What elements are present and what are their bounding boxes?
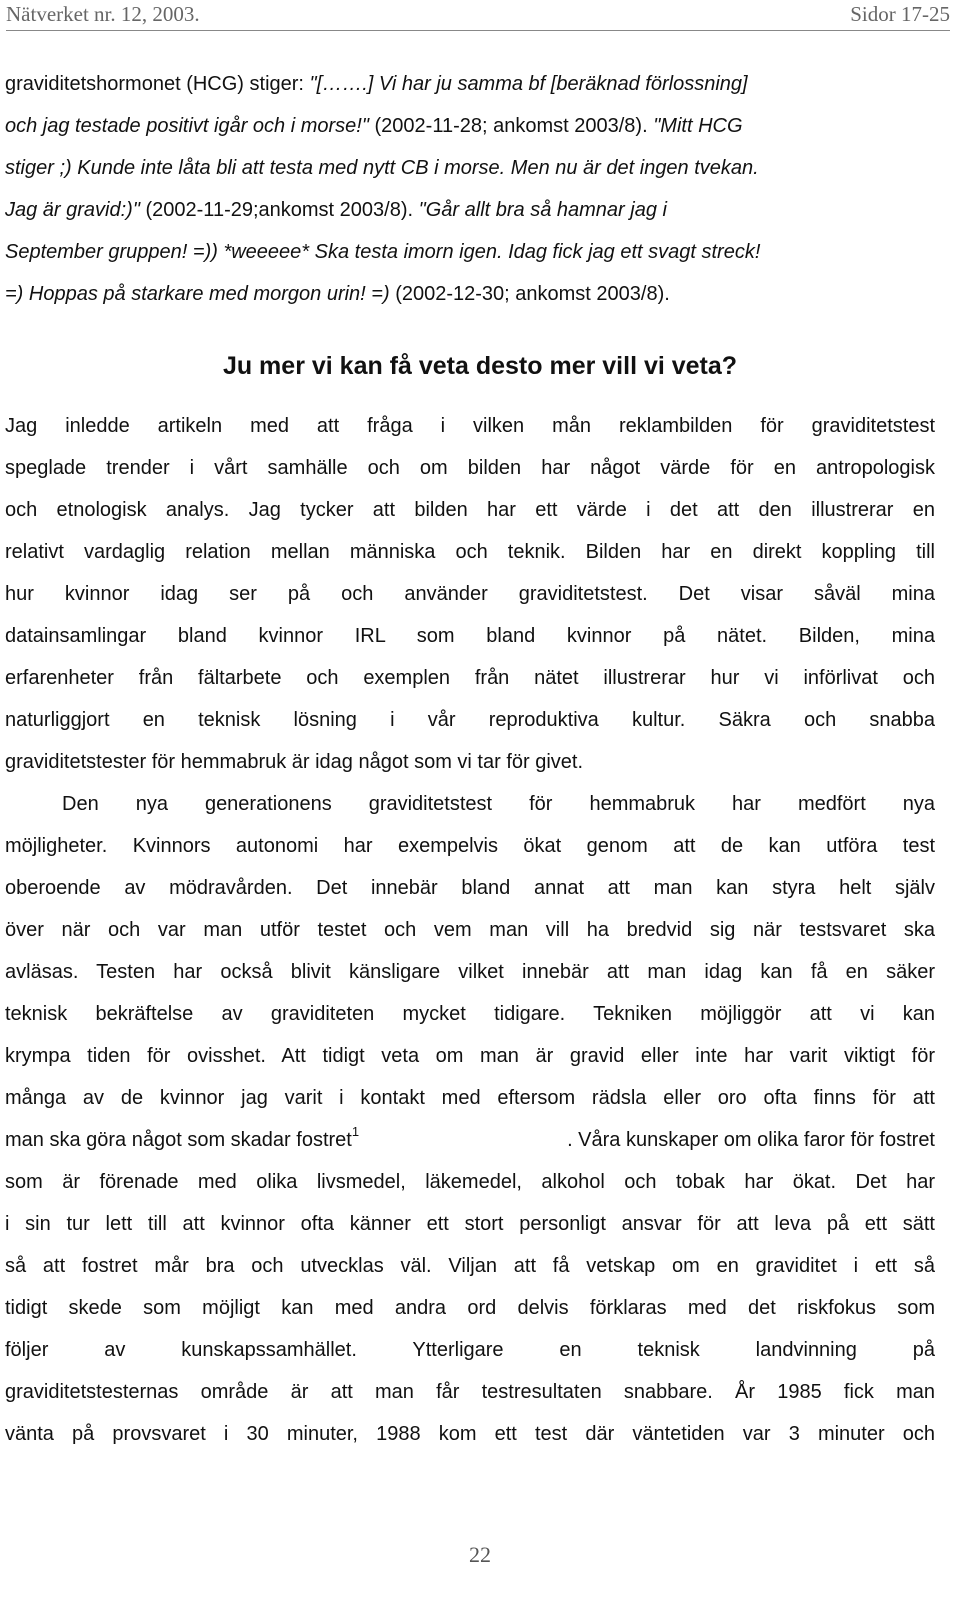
body-line: följer av kunskapssamhället. Ytterligare en teknisk landvinning på	[5, 1339, 935, 1361]
body-line: som är förenade med olika livsmedel, läkemedel, alkohol och tobak har ökat. Det har	[5, 1171, 935, 1193]
quote-italic-text: "Går allt bra så hamnar jag i	[418, 199, 667, 221]
body-line: speglade trender i vårt samhälle och om bilden har något värde för en antropologisk	[5, 457, 935, 479]
quote-line-1	[5, 72, 935, 96]
journal-title: Nätverket nr. 12, 2003.	[6, 2, 200, 26]
quote-italic-text: stiger ;) Kunde inte låta bli att testa med nytt CB i morse. Men nu är det ingen tvekan.	[5, 157, 759, 179]
body-line: tidigt skede som möjligt kan med andra ord delvis förklaras med det riskfokus som	[5, 1297, 935, 1319]
body-line: datainsamlingar bland kvinnor IRL som bland kvinnor på nätet. Bilden, mina	[5, 625, 935, 647]
quote-line-5	[5, 240, 935, 264]
quote-italic-text: =) Hoppas på starkare med morgon urin! =)	[5, 283, 390, 305]
body-line: så att fostret mår bra och utvecklas väl. Viljan att få vetskap om en graviditet i ett så	[5, 1255, 935, 1277]
body-line-with-footnote	[5, 1124, 935, 1152]
body-line: möjligheter. Kvinnors autonomi har exempelvis ökat genom att de kan utföra test	[5, 835, 935, 857]
quote-citation: (2002-12-30; ankomst 2003/8).	[389, 283, 670, 305]
body-line: avläsas. Testen har också blivit känsligare vilket innebär att man idag kan få en säker	[5, 961, 935, 983]
quote-line-6	[5, 282, 935, 306]
quote-line-3	[5, 156, 935, 180]
body-line: naturliggjort en teknisk lösning i vår reproduktiva kultur. Säkra och snabba	[5, 709, 935, 731]
quote-lead-text: graviditetshormonet (HCG) stiger:	[5, 73, 310, 95]
body-line: över när och var man utför testet och vem man vill ha bredvid sig när testsvaret ska	[5, 919, 935, 941]
quote-italic-text: "[…….] Vi har ju samma bf [beräknad förlossning]	[309, 73, 748, 95]
page-number: 22	[469, 1542, 491, 1567]
body-text: . Våra kunskaper om olika faror för fostret	[567, 1129, 935, 1151]
body-line: teknisk bekräftelse av graviditeten mycket tidigare. Tekniken möjliggör att vi kan	[5, 1003, 935, 1025]
body-line: många av de kvinnor jag varit i kontakt med eftersom rädsla eller oro ofta finns för att	[5, 1087, 935, 1109]
body-line: vänta på provsvaret i 30 minuter, 1988 kom ett test där väntetiden var 3 minuter och	[5, 1423, 935, 1445]
quote-citation: (2002-11-29;ankomst 2003/8).	[139, 199, 419, 221]
quote-italic-text: September gruppen! =)) *weeeee* Ska testa imorn igen. Idag fick jag ett svagt streck!	[5, 241, 761, 263]
section-heading: Ju mer vi kan få veta desto mer vill vi veta?	[222, 352, 738, 380]
quote-italic-text: Jag är gravid:)"	[5, 199, 140, 221]
page-range: Sidor 17-25	[850, 2, 950, 26]
paragraph-first-line: Den nya generationens graviditetstest för hemmabruk har medfört nya	[62, 793, 935, 815]
body-text: man ska göra något som skadar fostret	[5, 1129, 352, 1151]
body-line: relativt vardaglig relation mellan människa och teknik. Bilden har en direkt koppling till	[5, 541, 935, 563]
quote-line-4	[5, 198, 935, 222]
body-line: krympa tiden för ovisshet. Att tidigt veta om man är gravid eller inte har varit viktigt för	[5, 1045, 935, 1067]
quote-italic-text: och jag testade positivt igår och i morse!"	[5, 115, 369, 137]
body-line: i sin tur lett till att kvinnor ofta känner ett stort personligt ansvar för att leva på ett sätt	[5, 1213, 935, 1235]
body-line: Jag inledde artikeln med att fråga i vilken mån reklambilden för graviditetstest	[5, 415, 935, 437]
quote-italic-text: "Mitt HCG	[653, 115, 743, 137]
quote-line-2	[5, 114, 935, 138]
quote-citation: (2002-11-28; ankomst 2003/8).	[368, 115, 654, 137]
body-line: graviditetstesternas område är att man får testresultaten snabbare. År 1985 fick man	[5, 1381, 935, 1403]
running-header	[6, 0, 950, 31]
body-line: oberoende av mödravården. Det innebär bland annat att man kan styra helt själv	[5, 877, 935, 899]
footnote-marker[interactable]: 1	[351, 1124, 360, 1140]
body-line: erfarenheter från fältarbete och exemplen från nätet illustrerar hur vi införlivat och	[5, 667, 935, 689]
body-line: och etnologisk analys. Jag tycker att bilden har ett värde i det att den illustrerar en	[5, 499, 935, 521]
body-line: graviditetstester för hemmabruk är idag något som vi tar för givet.	[5, 751, 584, 773]
body-line: hur kvinnor idag ser på och använder graviditetstest. Det visar såväl mina	[5, 583, 935, 605]
